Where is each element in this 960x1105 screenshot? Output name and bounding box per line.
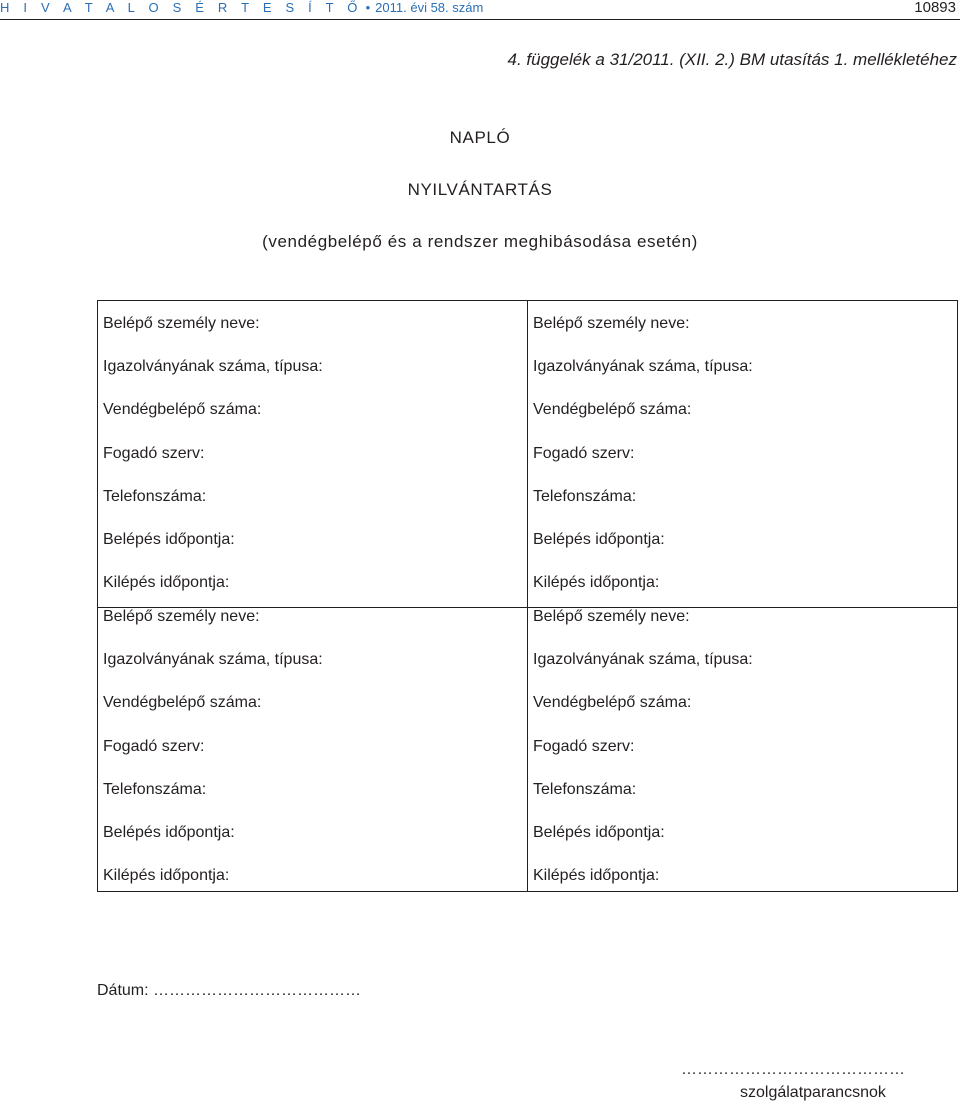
field-exit-time: Kilépés időpontja: [533, 574, 660, 592]
field-visitor-name: Belépő személy neve: [533, 315, 690, 332]
signature-line: …………………………………… [681, 1061, 905, 1078]
field-entry-time: Belépés időpontja: [533, 823, 665, 841]
visitor-log-table [97, 300, 958, 892]
visitor-block-4 [533, 607, 943, 909]
field-id-number-type: Igazolványának száma, típusa: [533, 358, 753, 376]
field-host-organization: Fogadó szerv: [533, 444, 635, 462]
date-line: Dátum: ………………………………… [97, 982, 362, 999]
header-rule [0, 19, 960, 20]
field-host-organization: Fogadó szerv: [103, 737, 205, 755]
field-exit-time: Kilépés időpontja: [103, 867, 230, 885]
title-nyilvantartas: NYILVÁNTARTÁS [407, 180, 553, 199]
field-guest-pass-number: Vendégbelépő száma: [103, 694, 262, 712]
field-phone-number: Telefonszáma: [533, 487, 637, 505]
field-host-organization: Fogadó szerv: [103, 444, 205, 462]
field-guest-pass-number: Vendégbelépő száma: [103, 401, 262, 419]
bullet-icon: • [365, 0, 371, 15]
visitor-block-3 [103, 607, 513, 909]
journal-name: H I V A T A L O S É R T E S Í T Ő [0, 0, 363, 15]
field-visitor-name: Belépő személy neve: [533, 608, 690, 625]
field-exit-time: Kilépés időpontja: [103, 574, 230, 592]
field-entry-time: Belépés időpontja: [533, 530, 665, 548]
field-phone-number: Telefonszáma: [103, 780, 207, 798]
field-visitor-name: Belépő személy neve: [103, 315, 260, 332]
title-naplo: NAPLÓ [449, 128, 511, 147]
field-entry-time: Belépés időpontja: [103, 823, 235, 841]
field-phone-number: Telefonszáma: [103, 487, 207, 505]
issue-label: 2011. évi 58. szám [375, 0, 484, 15]
field-id-number-type: Igazolványának száma, típusa: [533, 651, 753, 669]
field-id-number-type: Igazolványának száma, típusa: [103, 358, 323, 376]
visitor-block-2 [533, 314, 943, 616]
field-id-number-type: Igazolványának száma, típusa: [103, 651, 323, 669]
field-entry-time: Belépés időpontja: [103, 530, 235, 548]
field-exit-time: Kilépés időpontja: [533, 867, 660, 885]
title-subtitle: (vendégbelépő és a rendszer meghibásodása esetén) [262, 232, 698, 251]
column-divider [527, 301, 528, 891]
field-phone-number: Telefonszáma: [533, 780, 637, 798]
field-visitor-name: Belépő személy neve: [103, 608, 260, 625]
signature-title: szolgálatparancsnok [740, 1084, 886, 1101]
running-header [0, 0, 483, 15]
field-guest-pass-number: Vendégbelépő száma: [533, 401, 692, 419]
page-number: 10893 [914, 0, 956, 16]
field-host-organization: Fogadó szerv: [533, 737, 635, 755]
appendix-reference: 4. függelék a 31/2011. (XII. 2.) BM utasítás 1. mellékletéhez [507, 50, 957, 69]
visitor-block-1 [103, 314, 513, 616]
field-guest-pass-number: Vendégbelépő száma: [533, 694, 692, 712]
